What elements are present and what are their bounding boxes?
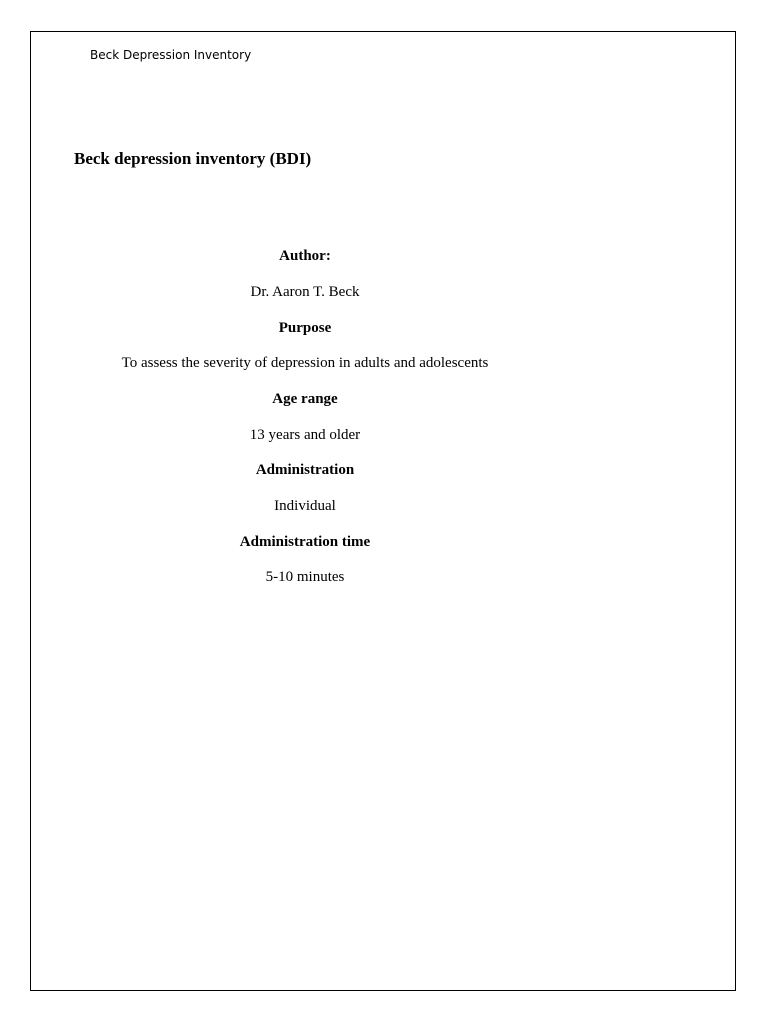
running-head: Beck Depression Inventory (90, 48, 252, 62)
section-value-age-range: 13 years and older (249, 427, 361, 443)
section-value-author: Dr. Aaron T. Beck (250, 284, 360, 300)
section-heading-author: Author: (279, 248, 331, 264)
section-heading-purpose: Purpose (278, 320, 332, 336)
document-page (30, 31, 736, 991)
section-heading-administration-time: Administration time (239, 534, 371, 550)
section-value-administration: Individual (274, 498, 336, 514)
section-heading-age-range: Age range (272, 391, 338, 407)
document-title: Beck depression inventory (BDI) (74, 149, 312, 168)
section-value-purpose: To assess the severity of depression in adults and adolescents (121, 355, 489, 371)
section-heading-administration: Administration (255, 462, 355, 478)
section-value-administration-time: 5-10 minutes (265, 569, 345, 585)
